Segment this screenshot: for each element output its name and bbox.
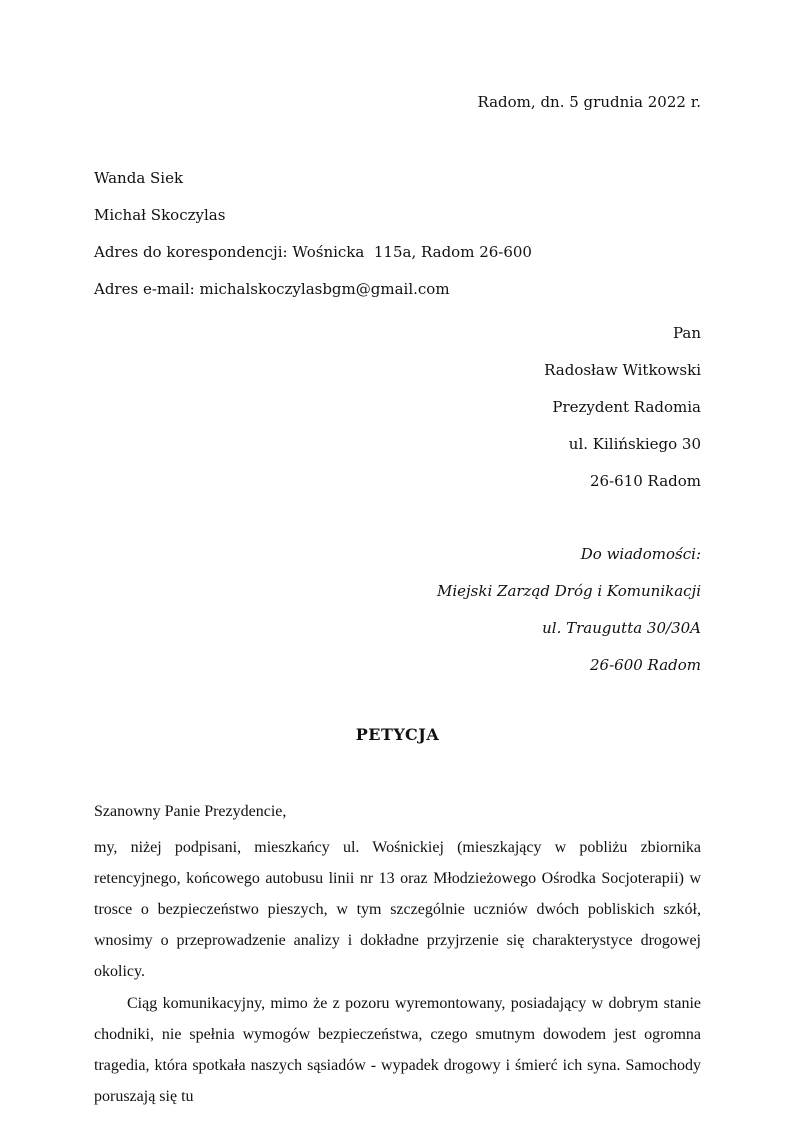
cc-block xyxy=(94,536,701,684)
cc-street: ul. Traugutta 30/30A xyxy=(542,619,701,637)
recipient-city: 26-610 Radom xyxy=(590,472,701,490)
petition-title: PETYCJA xyxy=(355,725,440,744)
cc-label: Do wiadomości: xyxy=(580,545,701,563)
recipient-honorific: Pan xyxy=(672,324,701,342)
recipient-position: Prezydent Radomia xyxy=(552,398,701,416)
body-paragraph-2: Ciąg komunikacyjny, mimo że z pozoru wyremontowany, posiadający w dobrym stanie chodniki, nie spełnia wymogów bezpieczeństwa, czego smutnym dowodem jest ogromna tragedia, która spotkała naszych sąsiadów - wypadek drogowy i śmierć ich syna. Samochody poruszają się tu xyxy=(94,995,701,1105)
recipient-block xyxy=(94,315,701,500)
sender-email: Adres e-mail: michalskoczylasbgm@gmail.com xyxy=(94,280,450,298)
cc-organization: Miejski Zarząd Dróg i Komunikacji xyxy=(436,582,701,600)
sender-correspondence-address: Adres do korespondencji: Wośnicka 115a, Radom 26-600 xyxy=(94,243,532,261)
sender-block xyxy=(94,160,701,308)
recipient-name: Radosław Witkowski xyxy=(544,361,701,379)
recipient-street: ul. Kilińskiego 30 xyxy=(568,435,701,453)
sender-name-2: Michał Skoczylas xyxy=(94,206,226,224)
sender-name-1: Wanda Siek xyxy=(94,169,184,187)
date-line: Radom, dn. 5 grudnia 2022 r. xyxy=(477,93,701,111)
salutation: Szanowny Panie Prezydencie, xyxy=(94,803,287,820)
cc-city: 26-600 Radom xyxy=(590,656,701,674)
body-paragraph-1: my, niżej podpisani, mieszkańcy ul. Wośnickiej (mieszkający w pobliżu zbiornika retencyjnego, końcowego autobusu linii nr 13 oraz Młodzieżowego Ośrodka Socjoterapii) w trosce o bezpieczeństwo pieszych, w tym szczególnie uczniów dwóch pobliskich szkół, wnosimy o przeprowadzenie analizy i dokładne przyjrzenie się charakterystyce drogowej okolicy. xyxy=(94,839,701,980)
